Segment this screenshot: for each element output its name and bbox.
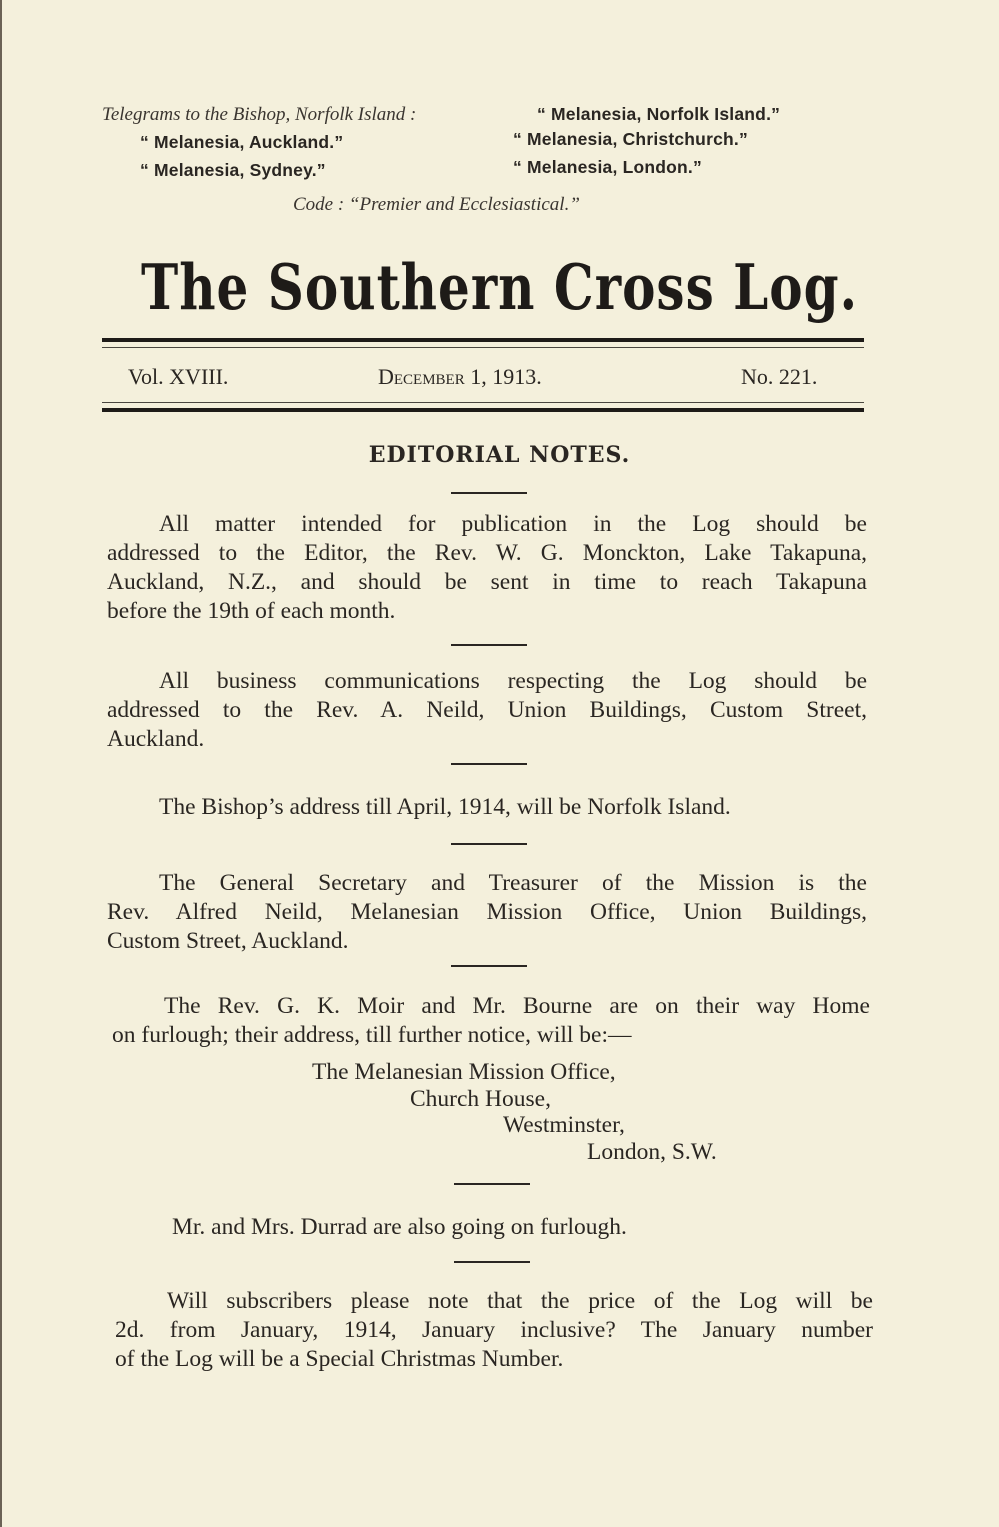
note-price-change [115,1287,873,1374]
note-bishop-address [107,793,867,822]
divider [454,1183,530,1185]
note-line: The Bishop’s address till April, 1914, will be Norfolk Island. [159,794,731,820]
note-line: before the 19th of each month. [107,598,396,624]
note-business [107,667,867,754]
note-publication [107,510,867,626]
note-line: Auckland, N.Z., and should be sent in time to reach Takapuna [107,569,867,595]
note-line: The General Secretary and Treasurer of the Mission is the [159,870,867,896]
telegram-address-london: “ Melanesia, London.” [513,157,702,177]
divider [454,1261,530,1263]
address-line: The Melanesian Mission Office, [312,1059,616,1085]
telegram-address-auckland: “ Melanesia, Auckland.” [140,132,344,152]
telegram-address-sydney: “ Melanesia, Sydney.” [140,160,326,180]
masthead-rule-thin-top [102,347,864,348]
telegram-label: Telegrams to the Bishop, Norfolk Island : [102,104,417,125]
address-line: Westminster, [503,1112,625,1138]
divider [451,965,527,967]
masthead-title: The Southern Cross Log. [140,250,859,324]
note-line: Mr. and Mrs. Durrad are also going on furlough. [172,1214,627,1240]
note-furlough-moir [112,992,870,1050]
issue-number: No. 221. [741,364,818,389]
telegram-address-norfolk: “ Melanesia, Norfolk Island.” [537,104,781,124]
masthead-rule-thick-top [102,338,864,342]
note-line: Auckland. [107,726,205,752]
issue-rule-thin-bottom [102,402,864,403]
note-line: addressed to the Editor, the Rev. W. G. Monckton, Lake Takapuna, [107,540,867,566]
note-line: Custom Street, Auckland. [107,928,349,954]
note-line: on furlough; their address, till further notice, will be:— [112,1022,632,1048]
section-heading: EDITORIAL NOTES. [368,442,631,468]
note-line: of the Log will be a Special Christmas Number. [115,1346,564,1372]
telegram-address-christchurch: “ Melanesia, Christchurch.” [513,129,748,149]
note-line: The Rev. G. K. Moir and Mr. Bourne are on their way Home [164,993,870,1019]
divider [451,644,527,646]
divider [451,492,527,494]
issue-rule-thick-bottom [102,408,864,412]
issue-date: December 1, 1913. [378,364,542,389]
issue-volume: Vol. XVIII. [128,364,229,389]
divider [451,843,527,845]
note-line: Will subscribers please note that the price of the Log will be [167,1288,873,1314]
address-line: London, S.W. [587,1139,717,1165]
note-line: 2d. from January, 1914, January inclusive? The January number [115,1317,873,1343]
divider [451,763,527,765]
note-line: All matter intended for publication in the Log should be [159,511,867,537]
note-line: addressed to the Rev. A. Neild, Union Buildings, Custom Street, [107,697,867,723]
note-line: Rev. Alfred Neild, Melanesian Mission Office, Union Buildings, [107,899,867,925]
page-edge [0,0,2,1527]
telegram-code: Code : “Premier and Ecclesiastical.” [293,194,580,215]
address-line: Church House, [410,1086,551,1112]
note-general-secretary [107,869,867,956]
note-line: All business communications respecting the Log should be [159,668,867,694]
note-durrad [115,1213,875,1242]
